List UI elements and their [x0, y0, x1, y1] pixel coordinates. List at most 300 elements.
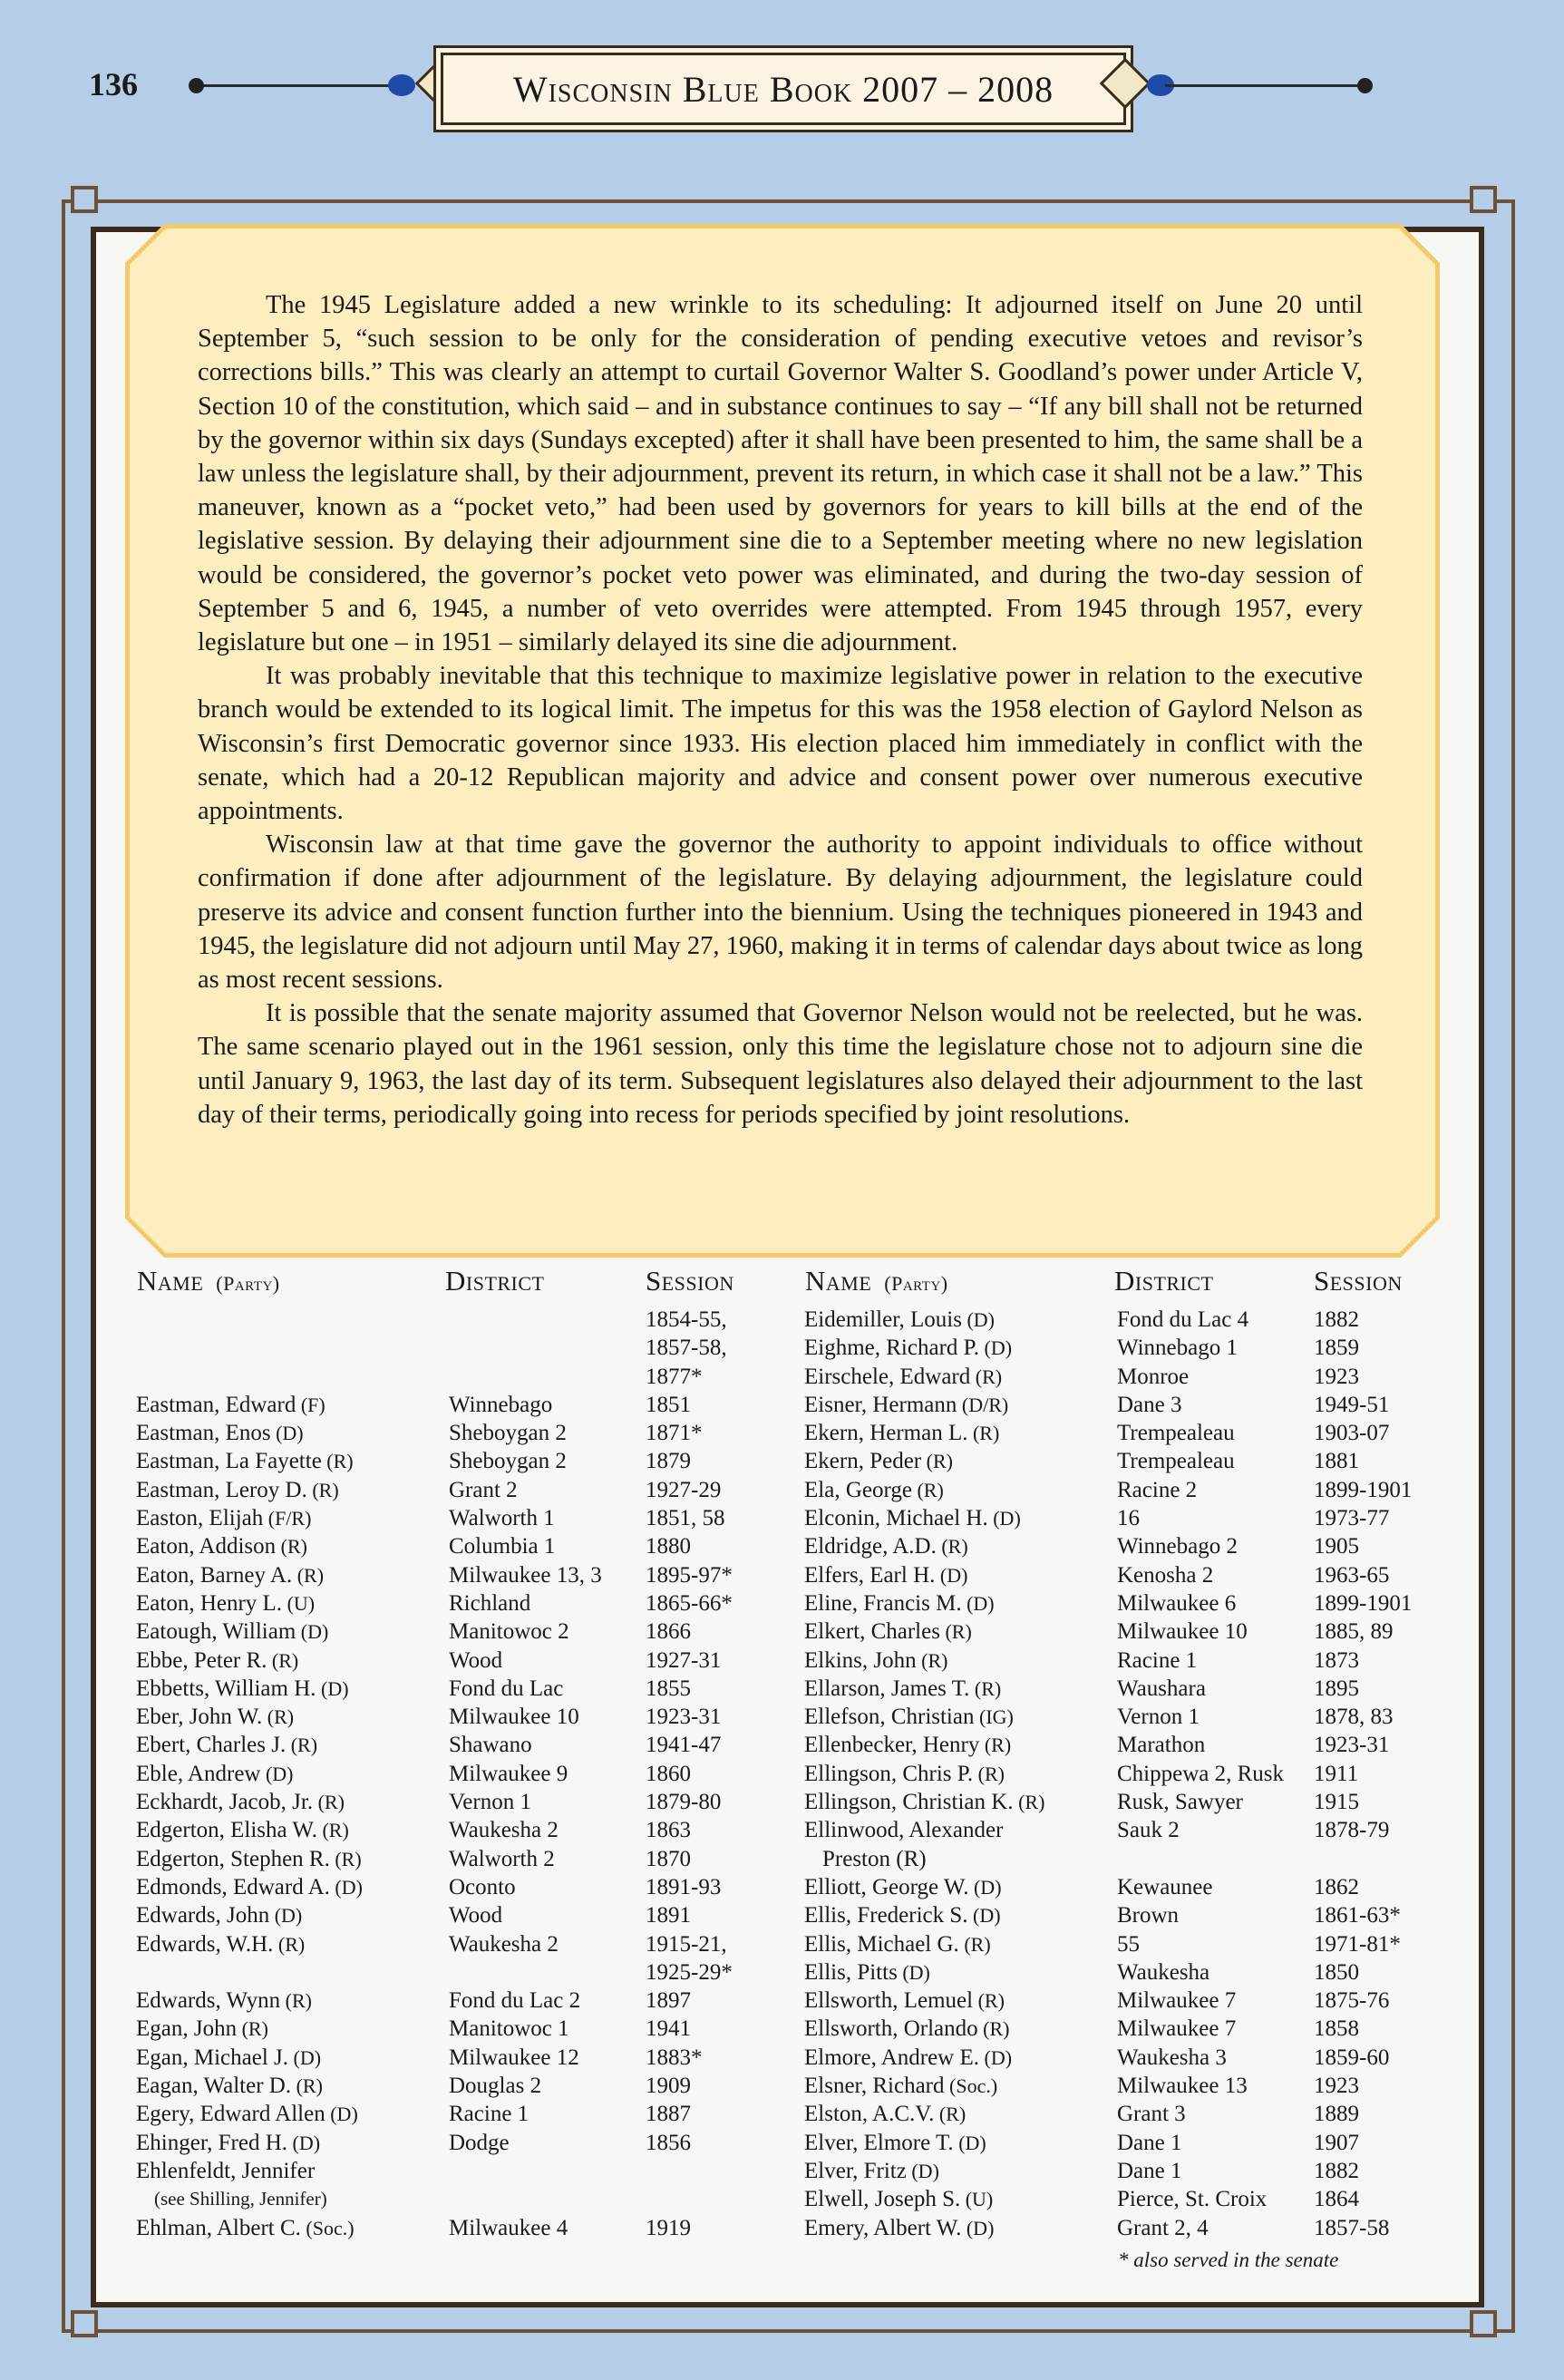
member-name [804, 1675, 1001, 1703]
table-row [136, 1504, 789, 1532]
member-name [804, 1873, 1002, 1901]
header-session-right: Session [1314, 1265, 1403, 1297]
member-name-text: Elver, Fritz [804, 2158, 907, 2183]
member-name [136, 1788, 345, 1816]
member-district: Richland [449, 1590, 531, 1616]
member-session: 1895-97* [646, 1562, 733, 1588]
member-party: (D) [906, 2159, 939, 2182]
member-session: 1923 [1314, 2074, 1359, 2099]
member-session: 1927-29 [646, 1477, 722, 1502]
member-name-text: Ebert, Charles J. [136, 1733, 287, 1758]
member-name [804, 1987, 1005, 2015]
member-session: 1883* [646, 2045, 703, 2070]
table-row [136, 2129, 789, 2157]
member-name-text: Eldridge, A.D. [804, 1534, 937, 1559]
member-name-text: Eirschele, Edward [804, 1364, 971, 1389]
member-district: Kenosha 2 [1117, 1562, 1214, 1588]
member-session: 1963-65 [1314, 1562, 1390, 1588]
member-district: Dane 1 [1117, 2158, 1182, 2183]
member-name-text: Emery, Albert W. [804, 2215, 962, 2240]
member-party: (IG) [974, 1705, 1014, 1729]
member-name-text: Ehinger, Fred H. [136, 2130, 288, 2155]
table-row [804, 1589, 1457, 1617]
member-session: 1866 [646, 1619, 691, 1645]
member-district: Columbia 1 [449, 1534, 556, 1559]
member-district: Milwaukee 13 [1117, 2074, 1248, 2099]
member-session: 1880 [646, 1534, 691, 1559]
member-party: (R) [973, 1989, 1005, 2013]
member-party: (D) [296, 1620, 329, 1644]
table-row [804, 1363, 1457, 1391]
member-party: (R) [934, 2103, 967, 2126]
member-name [804, 2214, 994, 2242]
table-row [136, 1589, 789, 1617]
member-name-text: Easton, Elijah [136, 1506, 264, 1531]
member-session: 1851, 58 [646, 1506, 725, 1531]
member-session: 1915-21, 1925-29* [646, 1931, 733, 1985]
member-district: Walworth 2 [449, 1846, 555, 1871]
member-party: (R) [286, 1734, 318, 1757]
member-district: Douglas 2 [449, 2074, 542, 2099]
member-name [804, 1306, 995, 1334]
member-party: (Soc.) [944, 2074, 998, 2098]
table-row [804, 1788, 1457, 1816]
member-name-text: Edgerton, Elisha W. [136, 1818, 317, 1843]
member-session: 1973-77 [1314, 1506, 1390, 1531]
header-name-left: Name (Party) [137, 1265, 280, 1297]
member-party: (D) [987, 1507, 1021, 1530]
member-session: 1864 [1314, 2187, 1359, 2212]
member-name [136, 1561, 324, 1589]
member-party: (U) [282, 1591, 316, 1615]
note-paragraph-1: The 1945 Legislature added a new wrinkle to its scheduling: It adjourned itself on June 20 until September 5, “such session to be only for the consideration of pending executive vetoes and revisor’s corrections bills.” This was clearly an attempt to curtail Governor Walter S. Goodland’s power under Article V, Section 10 of the constitution, which said – and in substance continues to say – “If any bill shall not be returned by the governor within six days (Sundays excepted) after it shall have been presented to him, the same shall be a law unless the legislature shall, by their adjournment, prevent its return, in which case it shall not be a law.” This maneuver, known as a “pocket veto,” had been used by governors for years to kill bills at the end of the legislative session. By delaying their adjournment sine die to a September meeting where no new legislation would be considered, the governor’s pocket veto power was eliminated, and during the two-day session of September 5 and 6, 1945, a number of veto overrides were attempted. From 1945 through 1957, every legislature but one – in 1951 – similarly delayed its sine die adjournment. [198, 291, 1363, 657]
member-party: (R) [1013, 1791, 1045, 1814]
member-name [804, 1760, 1005, 1788]
member-name [804, 1391, 1008, 1419]
member-name [136, 1816, 349, 1844]
member-session: 1865-66* [646, 1590, 733, 1616]
frame-corner-top-right [1470, 186, 1497, 213]
table-row [804, 1306, 1457, 1334]
member-session: 1878, 83 [1314, 1705, 1394, 1730]
member-party: (D) [270, 1422, 304, 1445]
page-number: 136 [89, 66, 138, 102]
header-session-left: Session [646, 1265, 734, 1297]
member-name-text: Elkins, John [804, 1647, 917, 1673]
member-name-text: Ellarson, James T. [804, 1676, 970, 1701]
member-name [136, 1731, 317, 1759]
member-party: (R) [237, 2017, 268, 2041]
member-party: (R) [979, 1734, 1012, 1757]
table-row [804, 1561, 1457, 1589]
table-row [136, 2214, 789, 2242]
member-name [804, 1363, 1002, 1391]
member-name [136, 1419, 304, 1447]
member-session: 1871* [646, 1421, 703, 1446]
table-row [804, 1532, 1457, 1560]
member-district: Brown [1117, 1903, 1180, 1928]
header-rule-right [1165, 84, 1365, 87]
member-name-text: Elconin, Michael H. [804, 1506, 988, 1531]
member-name [804, 2185, 993, 2213]
member-party: (D) [897, 1960, 930, 1984]
member-name [136, 1617, 328, 1646]
roster-left-column [136, 1306, 789, 2242]
member-name-text: Elliott, George W. [804, 1874, 969, 1899]
table-row [804, 1476, 1457, 1504]
member-session: 1855 [646, 1676, 691, 1701]
member-session: 1879 [646, 1449, 691, 1474]
member-district: Racine 1 [1117, 1647, 1198, 1673]
member-session: 1919 [646, 2215, 691, 2240]
member-name [804, 1958, 930, 1987]
member-district: Milwaukee 9 [449, 1761, 568, 1786]
member-session: 1923 [1314, 1364, 1359, 1389]
member-district: Pierce, St. Croix [1117, 2187, 1268, 2212]
member-name [136, 2129, 320, 2157]
member-name-text: Eagan, Walter D. [136, 2074, 292, 2099]
member-name [136, 1391, 325, 1419]
roster-right-column [804, 1306, 1457, 2242]
member-district: Sheboygan 2 [449, 1421, 567, 1446]
table-row [804, 1391, 1457, 1419]
table-row [804, 2044, 1457, 2072]
table-row [804, 2072, 1457, 2100]
table-row [136, 1675, 789, 1703]
frame-corner-bottom-left [71, 2310, 98, 2337]
table-row [804, 2100, 1457, 2128]
member-session: 1885, 89 [1314, 1619, 1394, 1645]
member-session: 1903-07 [1314, 1421, 1390, 1446]
table-row [136, 1760, 789, 1788]
member-party: (F) [296, 1393, 325, 1416]
header-dot-right [1357, 78, 1373, 93]
member-party: (D) [288, 2045, 322, 2069]
member-district: Milwaukee 7 [1117, 2016, 1237, 2042]
member-name-text: Elwell, Joseph S. [804, 2187, 961, 2212]
member-name-text: Elkert, Charles [804, 1619, 940, 1645]
member-party: (R) [970, 1365, 1003, 1388]
member-party: (R) [936, 1535, 968, 1559]
member-name [804, 1647, 947, 1675]
member-district: Manitowoc 2 [449, 1619, 569, 1645]
member-district: Milwaukee 4 [449, 2215, 568, 2240]
member-district: 55 [1117, 1931, 1140, 1957]
member-name-text: Ehlman, Albert C. [136, 2215, 301, 2240]
member-district: Waushara [1117, 1676, 1206, 1701]
member-district: Grant 2 [449, 1477, 518, 1502]
member-name [136, 1504, 311, 1532]
member-session: 1881 [1314, 1449, 1359, 1474]
member-session: 1905 [1314, 1534, 1359, 1559]
member-session: 1859 [1314, 1336, 1359, 1361]
member-session: 1863 [646, 1818, 691, 1843]
member-session: 1850 [1314, 1959, 1359, 1985]
member-party: (D) [961, 2216, 995, 2239]
table-row [804, 2015, 1457, 2043]
table-row [804, 1731, 1457, 1759]
member-name-text: Eastman, La Fayette [136, 1449, 322, 1474]
member-name-text: Ellefson, Christian [804, 1705, 975, 1730]
member-district: Chippewa 2, Rusk [1117, 1761, 1285, 1786]
member-party: (D) [325, 2103, 358, 2126]
member-name-text: Ehlenfeldt, Jennifer [136, 2158, 316, 2183]
member-district: Wood [449, 1647, 503, 1673]
member-name-text: Eisner, Hermann [804, 1392, 957, 1417]
member-party: (D/R) [957, 1393, 1009, 1416]
member-name-text: Ekern, Herman L. [804, 1421, 968, 1446]
member-party: (R) [958, 1932, 991, 1956]
member-name-text: Eble, Andrew [136, 1761, 261, 1786]
running-title: Wisconsin Blue Book 2007 – 2008 [441, 53, 1126, 125]
member-name [804, 1617, 972, 1646]
member-party: (F/R) [263, 1507, 312, 1530]
table-row [136, 1476, 789, 1504]
member-name-text: Ebbetts, William H. [136, 1676, 316, 1701]
member-name-text: Eastman, Leroy D. [136, 1477, 307, 1502]
member-name [136, 1901, 302, 1929]
member-name [804, 1816, 1003, 1873]
member-session: 1923-31 [646, 1705, 722, 1730]
member-name-text: Elver, Elmore T. [804, 2130, 954, 2155]
table-row [136, 1901, 789, 1929]
member-name-text: Eline, Francis M. [804, 1590, 962, 1616]
member-party: (R) [921, 1450, 953, 1473]
table-row [136, 2015, 789, 2043]
member-session: 1897 [646, 1988, 691, 2014]
table-row [804, 1930, 1457, 1958]
member-party: (R) [313, 1791, 345, 1814]
member-session: 1927-31 [646, 1647, 722, 1673]
member-district: Walworth 1 [449, 1506, 555, 1531]
member-district: Monroe [1117, 1364, 1190, 1389]
member-name-text: Ellis, Michael G. [804, 1931, 959, 1957]
table-row [804, 1675, 1457, 1703]
member-session: 1899-1901 [1314, 1590, 1413, 1616]
member-name [136, 1987, 312, 2015]
member-district: Fond du Lac 4 [1117, 1307, 1249, 1332]
member-name-text: Ellsworth, Lemuel [804, 1988, 974, 2014]
table-row [804, 1703, 1457, 1731]
table-row [804, 1873, 1457, 1901]
member-party: (R) [329, 1847, 362, 1870]
member-district: Winnebago [449, 1392, 553, 1417]
member-name-text: Eighme, Richard P. [804, 1336, 980, 1361]
member-district: Vernon 1 [449, 1790, 531, 1815]
member-name-text: Elston, A.C.V. [804, 2102, 935, 2127]
member-party: (D) [269, 1904, 303, 1928]
member-session: 1891 [646, 1903, 691, 1928]
table-row [136, 2072, 789, 2100]
member-name [136, 1760, 294, 1788]
table-row [804, 1334, 1457, 1362]
member-name [804, 2072, 997, 2100]
member-name-text: Edwards, Wynn [136, 1988, 281, 2014]
member-party: (R) [973, 1762, 1005, 1785]
member-name [136, 2072, 323, 2100]
member-district: Milwaukee 12 [449, 2045, 579, 2070]
member-name-text: Egery, Edward Allen [136, 2102, 325, 2127]
member-session: 1870 [646, 1846, 691, 1871]
member-session: 1851 [646, 1392, 691, 1417]
member-session: 1899-1901 [1314, 1477, 1413, 1502]
table-row [136, 1816, 789, 1844]
member-name [804, 2157, 939, 2185]
member-party: (D) [961, 1308, 996, 1331]
member-district: Dodge [449, 2130, 510, 2155]
member-name-text: Elfers, Earl H. [804, 1562, 936, 1588]
member-party: (R) [939, 1620, 972, 1644]
member-party: (R) [321, 1450, 354, 1473]
member-party: (R) [977, 2017, 1010, 2041]
member-party: (R) [280, 1989, 312, 2013]
member-party: (R) [911, 1478, 944, 1501]
table-row [804, 1504, 1457, 1532]
member-session: 1915 [1314, 1790, 1359, 1815]
member-session: 1879-80 [646, 1790, 722, 1815]
member-name [136, 2157, 327, 2214]
member-name [804, 1476, 944, 1504]
member-name [136, 2015, 268, 2043]
table-row [804, 1987, 1457, 2015]
header-ornament-left [388, 74, 415, 96]
member-party: (D) [329, 1875, 363, 1899]
member-name-text: Eckhardt, Jacob, Jr. [136, 1790, 314, 1815]
table-row [804, 1816, 1457, 1873]
member-district: Wood [449, 1903, 503, 1928]
member-name [804, 2100, 966, 2128]
member-name-text: Eaton, Henry L. [136, 1590, 283, 1616]
frame-corner-bottom-right [1470, 2310, 1497, 2337]
member-session: 1909 [646, 2074, 691, 2099]
member-name-text: Eaton, Barney A. [136, 1562, 293, 1588]
member-session: 1857-58 [1314, 2215, 1390, 2240]
member-name-text: Ellenbecker, Henry [804, 1733, 980, 1758]
member-district: Racine 2 [1117, 1477, 1198, 1502]
member-district: Dane 3 [1117, 1392, 1182, 1417]
member-party: (R) [967, 1422, 1000, 1445]
table-row [136, 1647, 789, 1675]
member-name [804, 1504, 1021, 1532]
member-name-continuation: Preston (R) [822, 1846, 927, 1871]
member-session: 1891-93 [646, 1874, 722, 1899]
member-session: 1854-55, 1857-58, 1877* [646, 1307, 727, 1389]
member-party: (D) [968, 1875, 1002, 1899]
table-row [136, 1731, 789, 1759]
member-name [804, 1901, 1001, 1929]
member-session: 1887 [646, 2102, 691, 2127]
table-row [804, 1760, 1457, 1788]
table-row [136, 1617, 789, 1646]
table-row [136, 1703, 789, 1731]
member-district: 16 [1117, 1506, 1140, 1531]
member-name [136, 2214, 355, 2242]
table-row [136, 1788, 789, 1816]
member-session: 1875-76 [1314, 1988, 1390, 2014]
member-session: 1862 [1314, 1874, 1359, 1899]
table-row [804, 2214, 1457, 2242]
note-text [198, 288, 1363, 1132]
member-session: 1895 [1314, 1676, 1359, 1701]
member-name-text: Ellinwood, Alexander [804, 1818, 1004, 1843]
member-party: (D) [967, 1904, 1001, 1928]
member-name-text: Ellsworth, Orlando [804, 2016, 978, 2042]
member-district: Fond du Lac [449, 1676, 564, 1701]
member-name [136, 1447, 354, 1475]
member-party: (D) [316, 1676, 349, 1700]
member-name-text: Eidemiller, Louis [804, 1307, 962, 1332]
member-name-continuation: (see Shilling, Jennifer) [154, 2188, 327, 2210]
member-district: Milwaukee 10 [449, 1705, 579, 1730]
member-session: 1941 [646, 2016, 691, 2042]
member-name [136, 1675, 349, 1703]
header-dot-left [189, 78, 204, 93]
member-district: Milwaukee 6 [1117, 1590, 1237, 1616]
table-row [804, 1419, 1457, 1447]
member-district: Milwaukee 13, 3 [449, 1562, 602, 1588]
member-name-text: Egan, John [136, 2016, 238, 2042]
member-district: Winnebago 1 [1117, 1336, 1238, 1361]
member-district: Trempealeau [1117, 1421, 1235, 1446]
member-name-text: Ellis, Pitts [804, 1959, 898, 1985]
member-district: Trempealeau [1117, 1449, 1235, 1474]
member-name [136, 1647, 298, 1675]
table-row [136, 1561, 789, 1589]
member-name [804, 2129, 986, 2157]
member-party: (R) [969, 1676, 1002, 1700]
member-session: 1856 [646, 2130, 691, 2155]
member-district: Marathon [1117, 1733, 1206, 1758]
member-name [136, 2044, 321, 2072]
member-session: 1860 [646, 1761, 691, 1786]
table-row [804, 2157, 1457, 2185]
member-name [136, 1532, 307, 1560]
header-name-right: Name (Party) [805, 1265, 948, 1297]
table-row [804, 1647, 1457, 1675]
member-party: (D) [961, 1591, 995, 1615]
member-name [136, 1703, 294, 1731]
table-row [136, 1987, 789, 2015]
member-session: 1907 [1314, 2130, 1359, 2155]
member-name [804, 1788, 1044, 1816]
member-district: Vernon 1 [1117, 1705, 1200, 1730]
member-name-text: Ebbe, Peter R. [136, 1647, 267, 1673]
table-row [804, 2185, 1457, 2213]
member-district: Dane 1 [1117, 2130, 1182, 2155]
member-session: 1858 [1314, 2016, 1359, 2042]
table-row [136, 1306, 789, 1391]
member-name-text: Ellis, Frederick S. [804, 1903, 968, 1928]
member-party: (R) [276, 1535, 307, 1559]
member-district: Waukesha 2 [449, 1818, 559, 1843]
member-name-text: Eastman, Enos [136, 1421, 271, 1446]
member-district: Milwaukee 7 [1117, 1988, 1237, 2014]
note-paragraph-4: It is possible that the senate majority assumed that Governor Nelson would not be reelected, but he was. The same scenario played out in the 1961 session, only this time the legislature chose not to adjourn sine die until January 9, 1963, the last day of its term. Subsequent legislatures also delayed their adjournment to the last day of their terms, periodically going into recess for periods specified by joint resolutions. [198, 999, 1363, 1129]
member-party: (Soc.) [300, 2216, 355, 2239]
member-district: Milwaukee 10 [1117, 1619, 1248, 1645]
table-row [804, 1447, 1457, 1475]
table-row [136, 1930, 789, 1987]
member-session: 1859-60 [1314, 2045, 1390, 2070]
member-district: Winnebago 2 [1117, 1534, 1238, 1559]
member-name [804, 1589, 995, 1617]
member-district: Sheboygan 2 [449, 1449, 567, 1474]
member-district: Kewaunee [1117, 1874, 1213, 1899]
member-district: Shawano [449, 1733, 532, 1758]
note-paragraph-3: Wisconsin law at that time gave the governor the authority to appoint individuals to office without confirmation if done after adjournment of the legislature. By delaying adjournment, the legislature could preserve its advice and consent function further into the biennium. Using the techniques pioneered in 1943 and 1945, the legislature did not adjourn until May 27, 1960, making it in terms of calendar days about twice as long as most recent sessions. [198, 831, 1363, 995]
member-name [136, 1476, 339, 1504]
member-name [804, 1447, 953, 1475]
